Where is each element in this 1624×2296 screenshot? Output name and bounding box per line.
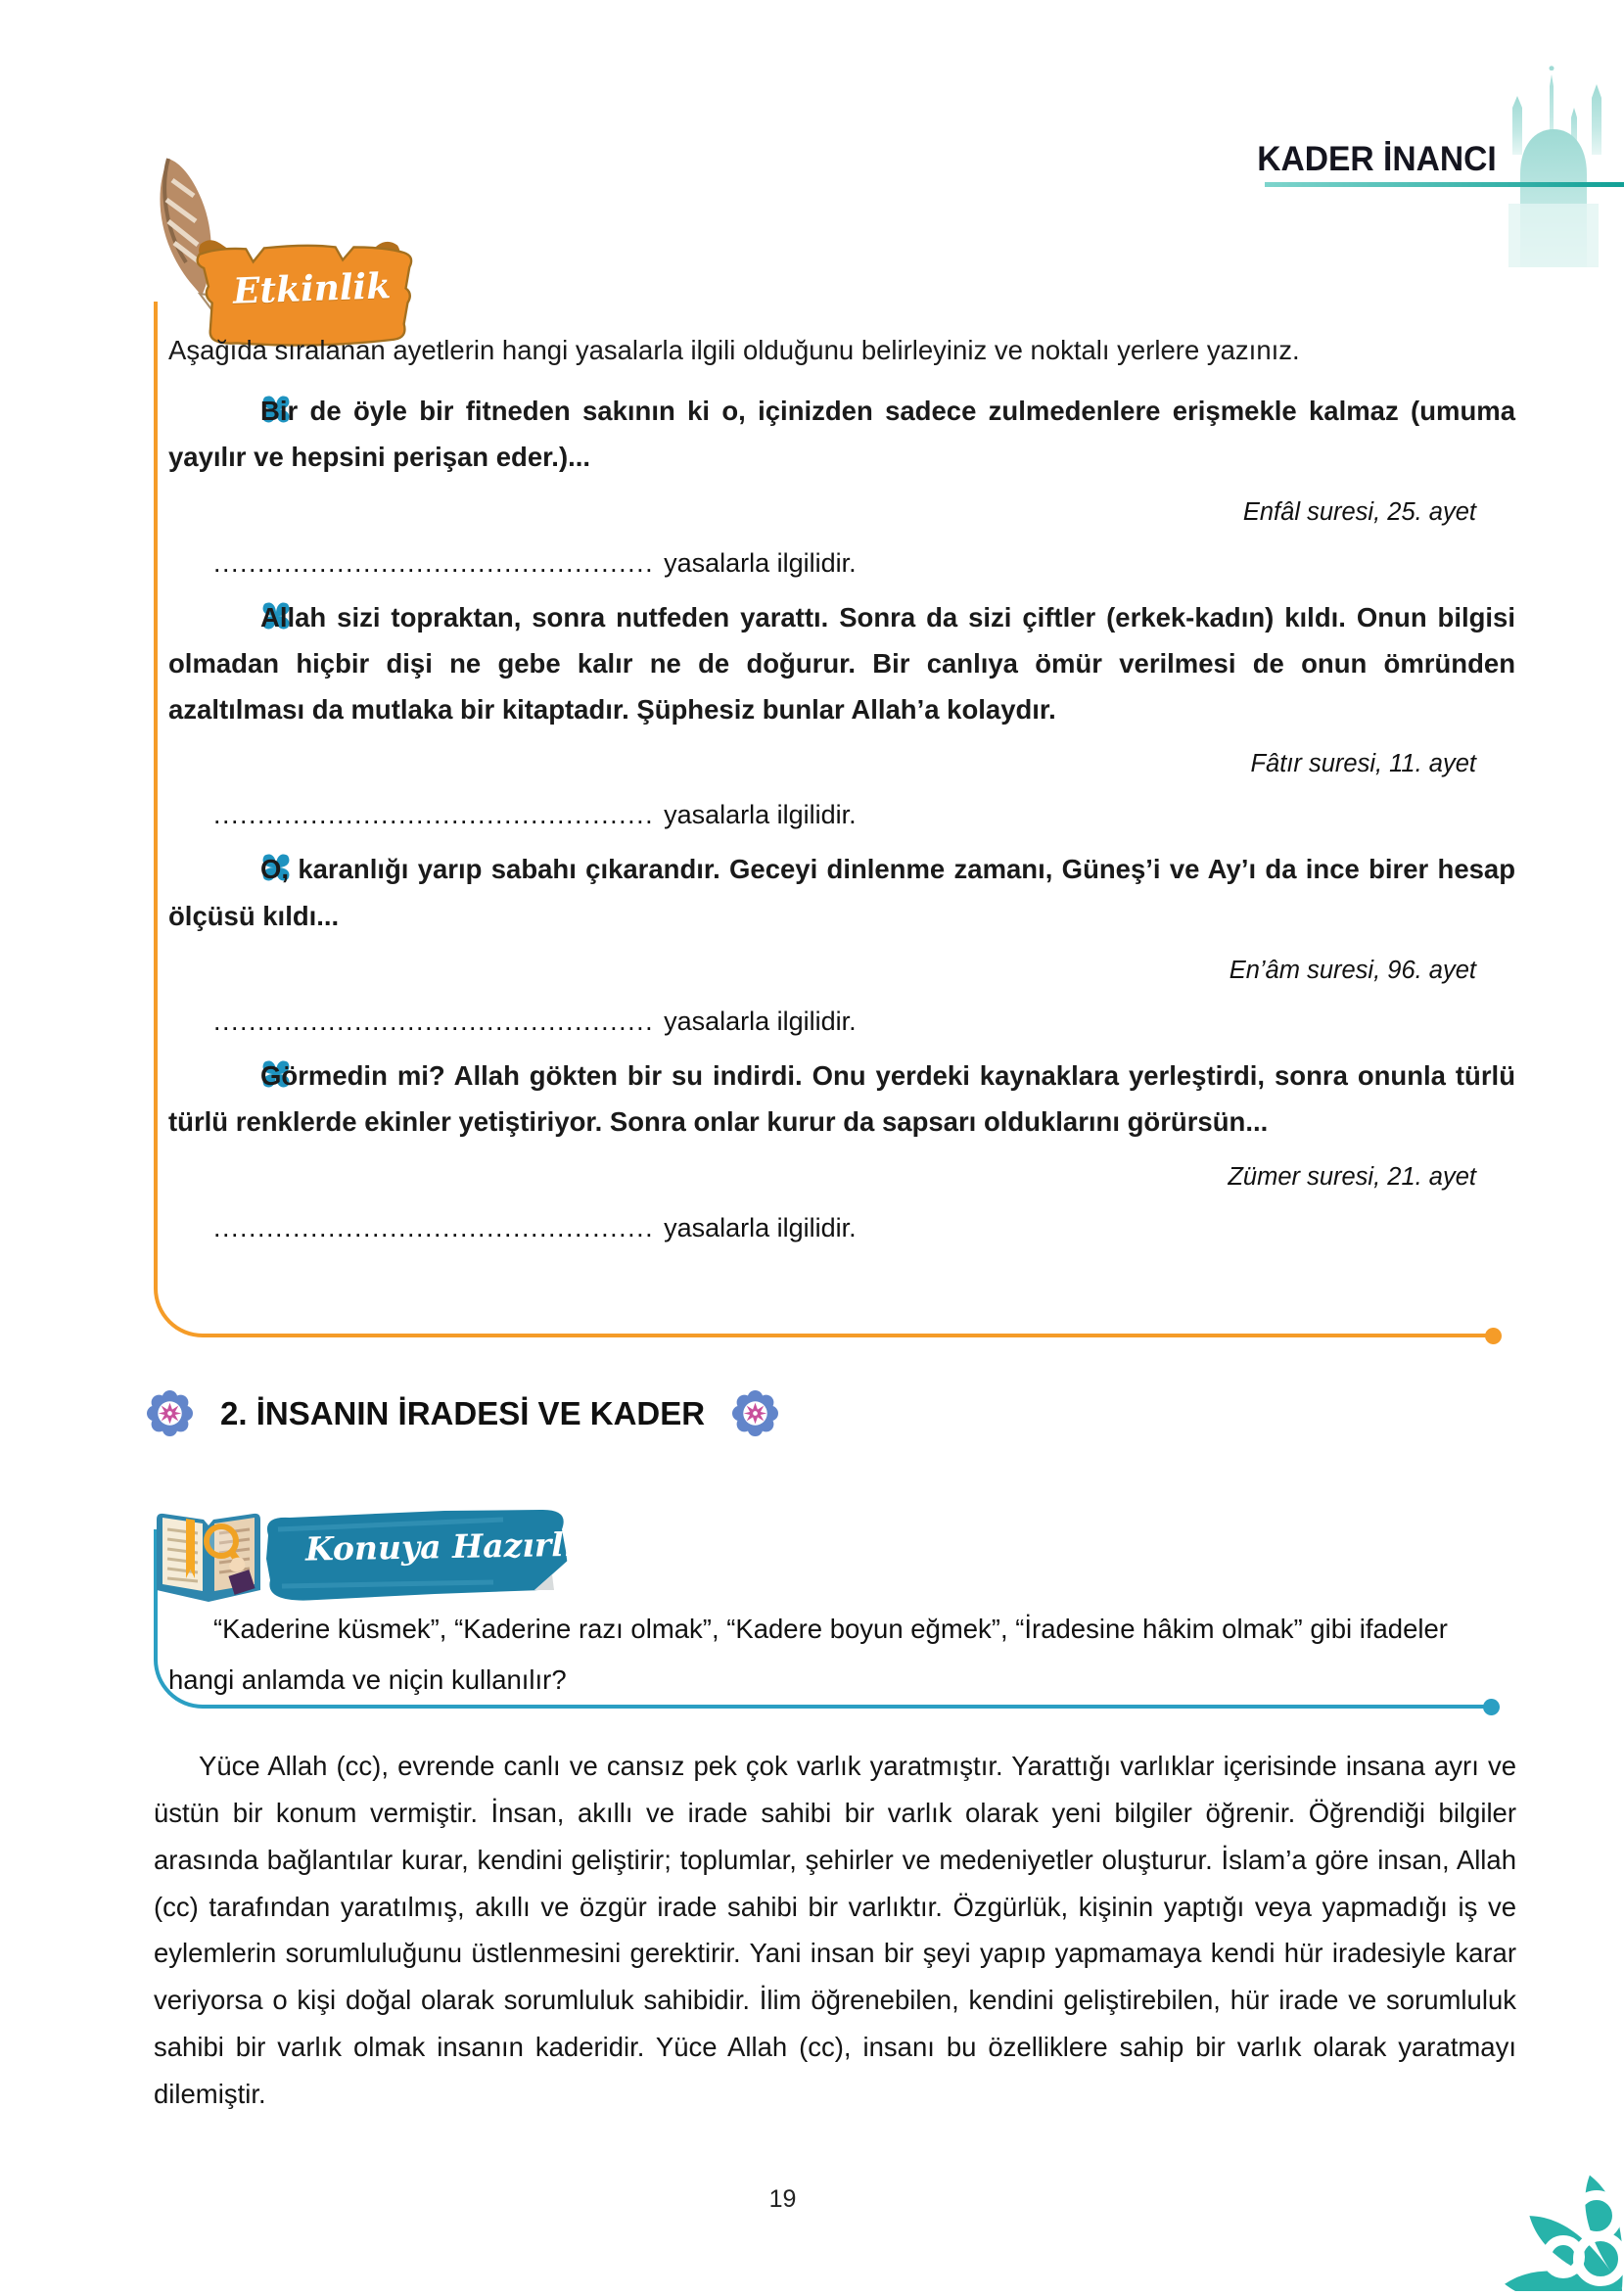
verse-item [168, 388, 1515, 481]
section-title: 2. İNSANIN İRADESİ VE KADER [220, 1394, 706, 1431]
rosette-ornament-icon [147, 1390, 193, 1436]
flower-bullet-icon [213, 850, 249, 885]
verse-source: Zümer suresi, 21. ayet [1228, 1162, 1476, 1191]
verse-text: Bir de öyle bir fitneden sakının ki o, içinizden sadece zulmedenlere erişmekle kalmaz (umuma yayılır ve hepsini perişan eder.)... [168, 396, 1515, 473]
corner-flower-icon [1448, 2110, 1624, 2291]
body-paragraph: Yüce Allah (cc), evrende canlı ve cansız pek çok varlık yaratmıştır. Yarattığı varlıklar içerisinde insana ayrı ve üstün bir konum vermiştir. İnsan, akıllı ve irade sahibi bir varlık olarak yeni bilgiler öğrenir. Öğrendiği bilgiler arasında bağlantılar kurar, kendini geliştirir; toplumlar, şehirler ve medeniyetler oluşturur. İslam’a göre insan, Allah (cc) tarafından yaratılmış, akıllı ve özgür irade sahibi bir varlıktır. Özgürlük, kişinin yaptığı veya yapmadığı iş ve eylemlerin sorumluluğunu üstlenmesini gerektirir. Yani insan bir şeyi yapıp yapmamaya kendi hür iradesiyle karar veriyorsa o kişi doğal olarak sorumluluk sahibidir. İlim öğrenebilen, kendini geliştirebilen, hür irade ve sorumluluk sahibi bir varlık olmak insanın kaderidir. Yüce Allah (cc), insanı bu özelliklere sahip bir varlık olarak yaratmayı dilemiştir. [154, 1751, 1516, 2109]
verse-text: Görmedin mi? Allah gökten bir su indirdi. Onu yerdeki kaynaklara yerleştirdi, sonra onunla türlü türlü renklerde ekinler yetiştiriyor. Sonra onlar kurur da sapsarı olduklarını görürsün... [168, 1060, 1515, 1138]
verse-item [168, 846, 1515, 939]
verse-text: Allah sizi topraktan, sonra nutfeden yarattı. Sonra da sizi çiftler (erkek-kadın) kıldı. Onun bilgisi olmadan hiçbir dişi ne gebe kalır ne de doğurur. Bir canlıya ömür verilmesi de onun ömründen azaltılması da mutlaka bir kitaptadır. Şüphesiz bunlar Allah’a kolaydır. [168, 601, 1515, 726]
answer-dots: .................................................. [213, 547, 655, 578]
verse-source: Enfâl suresi, 25. ayet [1242, 497, 1476, 526]
answer-blank-line [168, 548, 1515, 579]
page-title: KADER İNANCI [1257, 140, 1497, 178]
verse-item [168, 594, 1515, 733]
answer-dots: .................................................. [213, 1212, 655, 1242]
answer-suffix: yasalarla ilgilidir. [664, 800, 857, 830]
verse-item [168, 1053, 1515, 1146]
verse-source: En’âm suresi, 96. ayet [1229, 957, 1476, 985]
open-book-icon [149, 1488, 268, 1614]
preparation-question: “Kaderine küsmek”, “Kaderine razı olmak”, “Kadere boyun eğmek”, “İradesine hâkim olmak” gibi ifadeler hangi anlamda ve niçin kullanılır? [168, 1614, 1448, 1695]
activity-intro: Aşağıda sıralanan ayetlerin hangi yasalarla ilgili olduğunu belirleyiniz ve noktalı yerlere yazınız. [168, 335, 1300, 365]
answer-dots: .................................................. [213, 800, 655, 830]
verse-source: Fâtır suresi, 11. ayet [1250, 750, 1476, 778]
preparation-banner-label: Konuya Hazırlık [304, 1524, 599, 1569]
activity-content [168, 329, 1515, 1247]
answer-blank-line [168, 1213, 1515, 1243]
answer-suffix: yasalarla ilgilidir. [664, 1212, 857, 1242]
mosque-icon [1491, 57, 1616, 267]
page-number: 19 [768, 2185, 797, 2213]
answer-dots: .................................................. [213, 1007, 655, 1037]
rosette-ornament-icon [732, 1390, 778, 1436]
answer-blank-line [168, 1007, 1515, 1037]
header-divider-line [1265, 182, 1624, 187]
answer-blank-line [168, 800, 1515, 830]
verse-text: O, karanlığı yarıp sabahı çıkarandır. Geceyi dinlenme zamanı, Güneş’i ve Ay’ı da ince birer hesap ölçüsü kıldı... [168, 854, 1515, 931]
answer-suffix: yasalarla ilgilidir. [664, 1007, 857, 1037]
flower-bullet-icon [213, 1056, 249, 1092]
answer-suffix: yasalarla ilgilidir. [664, 547, 857, 578]
flower-bullet-icon [213, 392, 249, 427]
section-heading [147, 1390, 778, 1436]
activity-banner-label: Etkinlik [232, 265, 392, 312]
flower-bullet-icon [213, 598, 249, 633]
